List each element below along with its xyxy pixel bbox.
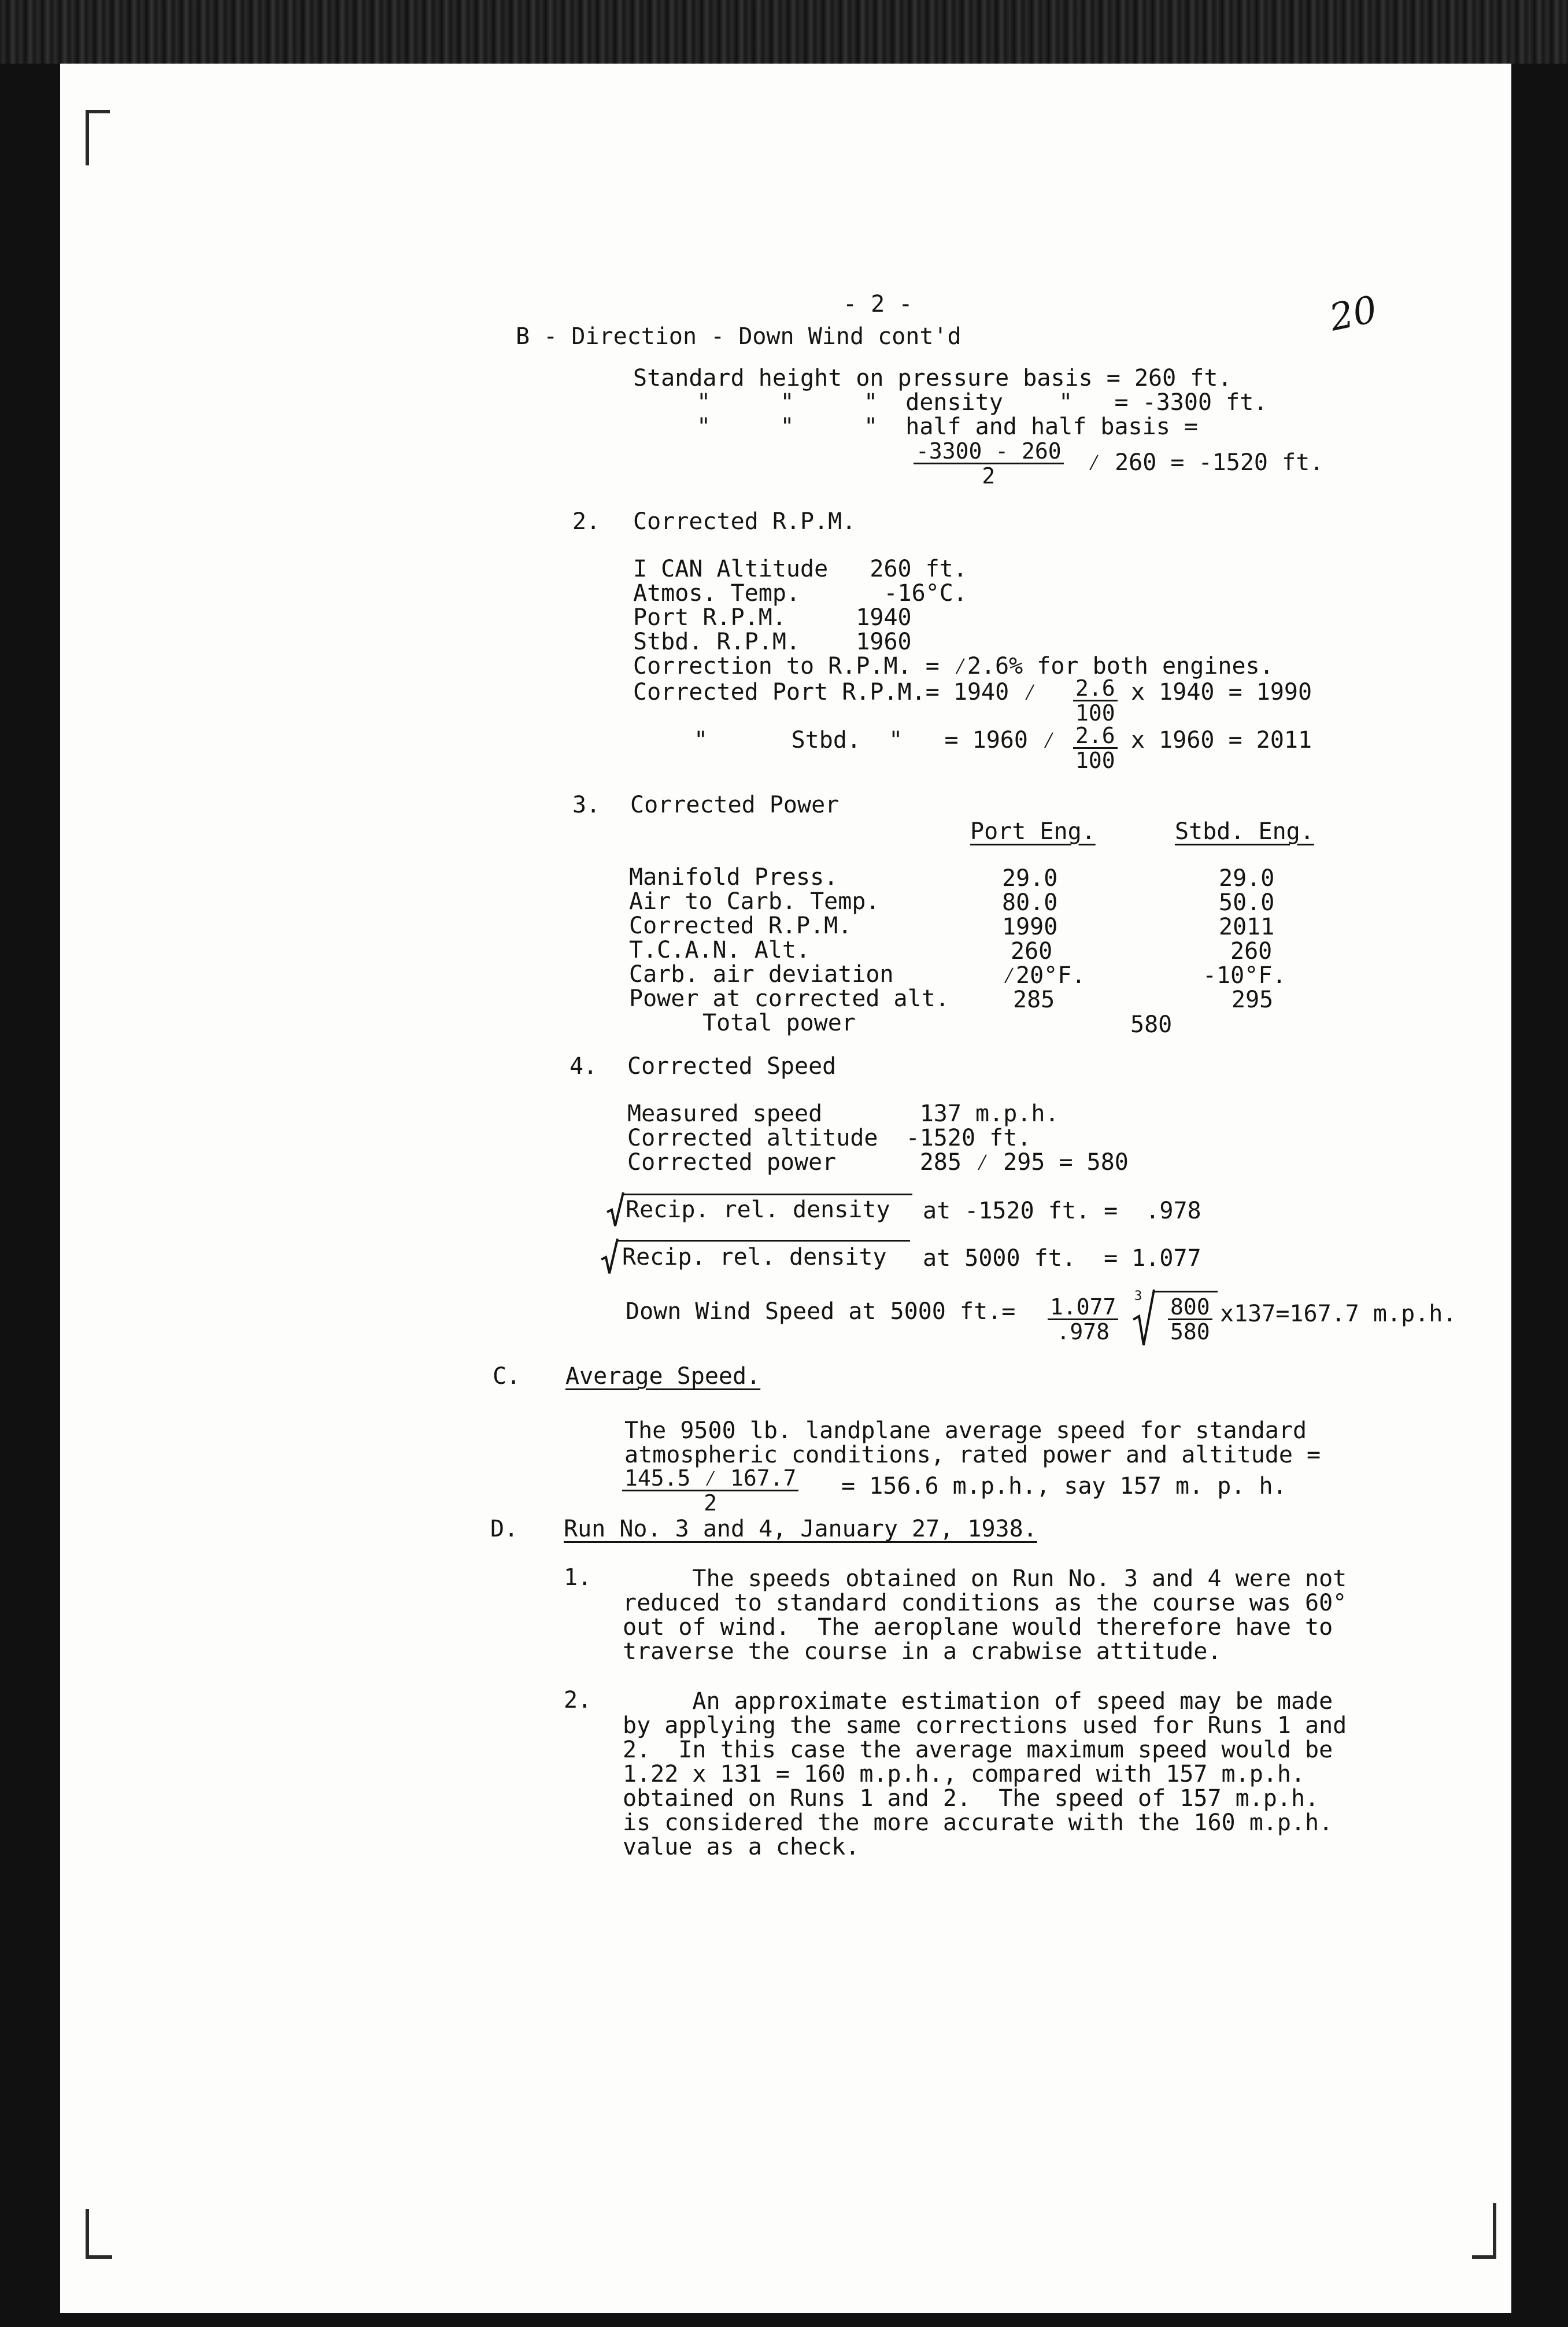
- standard-height-density: " " " density " = -3300 ft.: [697, 389, 1268, 416]
- square-root-sign: [601, 1239, 619, 1275]
- para-2-line: obtained on Runs 1 and 2. The speed of 157 m.p.h.: [623, 1785, 1319, 1812]
- half-basis-fraction: [914, 439, 1064, 487]
- power-row-label: Power at corrected alt.: [629, 985, 949, 1012]
- section-2-title: Corrected R.P.M.: [633, 508, 856, 535]
- column-port-engine: Port Eng.: [970, 818, 1096, 845]
- crop-mark-bottom-right: [1472, 2203, 1496, 2259]
- rpm-line: Atmos. Temp. -16°C.: [633, 580, 967, 607]
- fraction-denominator: 2: [982, 463, 996, 489]
- cube-root-sign: [1132, 1288, 1155, 1346]
- avg-speed-line: The 9500 lb. landplane average speed for standard: [624, 1417, 1307, 1444]
- square-root-sign: [607, 1192, 624, 1227]
- handwritten-mark: 20: [1326, 288, 1381, 340]
- section-c-letter: C.: [493, 1363, 521, 1390]
- down-wind-label: Down Wind Speed at 5000 ft.=: [626, 1298, 1016, 1325]
- fraction-numerator: -3300 - 260: [914, 439, 1064, 464]
- para-1-line: out of wind. The aeroplane would therefore have to: [623, 1614, 1333, 1641]
- power-row-label: Manifold Press.: [629, 864, 838, 891]
- para-1-line: The speeds obtained on Run No. 3 and 4 were not: [623, 1565, 1347, 1592]
- recip-density-2-tail: at 5000 ft. = 1.077: [923, 1245, 1201, 1272]
- power-row-stbd: 295: [1232, 987, 1274, 1013]
- power-row-port: 285: [1013, 987, 1055, 1013]
- power-row-port: 1990: [1002, 914, 1058, 940]
- section-title: B - Direction - Down Wind cont'd: [516, 323, 961, 350]
- section-3-number: 3.: [572, 792, 601, 818]
- para-2-line: is considered the more accurate with the 160 m.p.h.: [623, 1809, 1333, 1836]
- fraction-numerator: 145.5 ⁄ 167.7: [622, 1467, 798, 1491]
- power-row-label: T.C.A.N. Alt.: [629, 937, 811, 963]
- fraction-numerator: 2.6: [1073, 724, 1118, 749]
- port-rpm-label: Corrected Port R.P.M.= 1940 ⁄: [633, 679, 1037, 706]
- rpm-line: Correction to R.P.M. = ⁄2.6% for both engines.: [633, 653, 1274, 679]
- root-vinculum: [617, 1240, 910, 1242]
- crop-mark-top-left: [86, 110, 110, 165]
- speed-line: Corrected power 285 ⁄ 295 = 580: [627, 1149, 1129, 1176]
- standard-height-pressure: Standard height on pressure basis = 260 ft.: [633, 365, 1232, 391]
- section-4-title: Corrected Speed: [627, 1053, 837, 1080]
- avg-speed-line: atmospheric conditions, rated power and altitude =: [624, 1442, 1321, 1468]
- power-row-label: Carb. air deviation: [629, 961, 894, 988]
- power-row-label: Corrected R.P.M.: [629, 913, 852, 939]
- stbd-rpm-fraction: [1073, 724, 1118, 772]
- fraction-numerator: 2.6: [1073, 677, 1118, 701]
- total-power-label: Total power: [702, 1010, 856, 1036]
- para-1-line: traverse the course in a crabwise attitude.: [623, 1638, 1222, 1665]
- standard-height-half: " " " half and half basis =: [697, 413, 1198, 440]
- avg-speed-result: = 156.6 m.p.h., say 157 m. p. h.: [841, 1473, 1287, 1499]
- section-4-number: 4.: [569, 1053, 598, 1080]
- recip-density-1-tail: at -1520 ft. = .978: [923, 1198, 1201, 1224]
- power-row-stbd: 50.0: [1219, 889, 1275, 916]
- fraction-denominator: .978: [1056, 1319, 1110, 1345]
- root-vinculum: [1154, 1291, 1218, 1292]
- power-row-port: 29.0: [1002, 865, 1058, 892]
- para-2-line: by applying the same corrections used for Runs 1 and: [623, 1712, 1347, 1739]
- para-2-line: 2. In this case the average maximum speed would be: [623, 1737, 1333, 1763]
- power-row-port: ⁄20°F.: [1002, 962, 1086, 989]
- stbd-rpm-label: " Stbd. " = 1960 ⁄: [694, 727, 1056, 753]
- rpm-line: I CAN Altitude 260 ft.: [633, 556, 967, 582]
- recip-density-1-inner: Recip. rel. density: [626, 1196, 890, 1223]
- half-basis-result: ⁄ 260 = -1520 ft.: [1087, 449, 1324, 476]
- stbd-rpm-tail: x 1960 = 2011: [1131, 727, 1312, 753]
- page-number: - 2 -: [843, 291, 913, 317]
- column-stbd-engine: Stbd. Eng.: [1175, 818, 1314, 845]
- para-2-number: 2.: [564, 1687, 592, 1713]
- root-vinculum: [623, 1194, 912, 1195]
- power-row-stbd: 260: [1230, 938, 1273, 965]
- fraction-denominator: 100: [1075, 700, 1115, 726]
- fraction-denominator: 580: [1170, 1319, 1210, 1345]
- port-rpm-fraction: [1073, 677, 1118, 725]
- section-d-letter: D.: [490, 1516, 519, 1542]
- power-row-port: 80.0: [1002, 889, 1058, 916]
- fraction-numerator: 800: [1168, 1295, 1212, 1320]
- port-rpm-tail: x 1940 = 1990: [1131, 679, 1312, 706]
- fraction-numerator: 1.077: [1048, 1295, 1118, 1320]
- section-2-number: 2.: [572, 508, 601, 535]
- para-1-number: 1.: [564, 1564, 592, 1591]
- para-1-line: reduced to standard conditions as the course was 60°: [623, 1590, 1347, 1616]
- down-wind-tail: x137=167.7 m.p.h.: [1220, 1301, 1457, 1327]
- avg-speed-fraction: [622, 1467, 798, 1515]
- para-2-line: An approximate estimation of speed may be made: [623, 1688, 1333, 1715]
- svg-text:3: 3: [1134, 1289, 1142, 1303]
- power-row-stbd: -10°F.: [1203, 962, 1286, 989]
- power-row-stbd: 29.0: [1219, 865, 1275, 892]
- fraction-denominator: 100: [1075, 748, 1115, 773]
- para-2-line: value as a check.: [623, 1834, 860, 1860]
- down-wind-root-fraction: [1168, 1295, 1212, 1343]
- power-row-stbd: 2011: [1219, 914, 1275, 940]
- section-d-title: Run No. 3 and 4, January 27, 1938.: [564, 1516, 1037, 1542]
- rpm-line: Port R.P.M. 1940: [633, 604, 912, 631]
- section-c-title: Average Speed.: [565, 1363, 761, 1390]
- fraction-denominator: 2: [704, 1490, 718, 1516]
- power-row-port: 260: [1011, 938, 1053, 965]
- section-3-title: Corrected Power: [630, 792, 840, 818]
- para-2-line: 1.22 x 131 = 160 m.p.h., compared with 157 m.p.h.: [623, 1761, 1306, 1787]
- rpm-line: Stbd. R.P.M. 1960: [633, 629, 912, 655]
- speed-line: Corrected altitude -1520 ft.: [627, 1125, 1031, 1151]
- crop-mark-bottom-left: [86, 2209, 112, 2259]
- down-wind-fraction: [1048, 1295, 1118, 1343]
- total-power-value: 580: [1130, 1011, 1173, 1038]
- power-row-label: Air to Carb. Temp.: [629, 888, 880, 915]
- scan-top-edge: [0, 0, 1568, 64]
- recip-density-2-inner: Recip. rel. density: [622, 1244, 887, 1270]
- speed-line: Measured speed 137 m.p.h.: [627, 1100, 1059, 1127]
